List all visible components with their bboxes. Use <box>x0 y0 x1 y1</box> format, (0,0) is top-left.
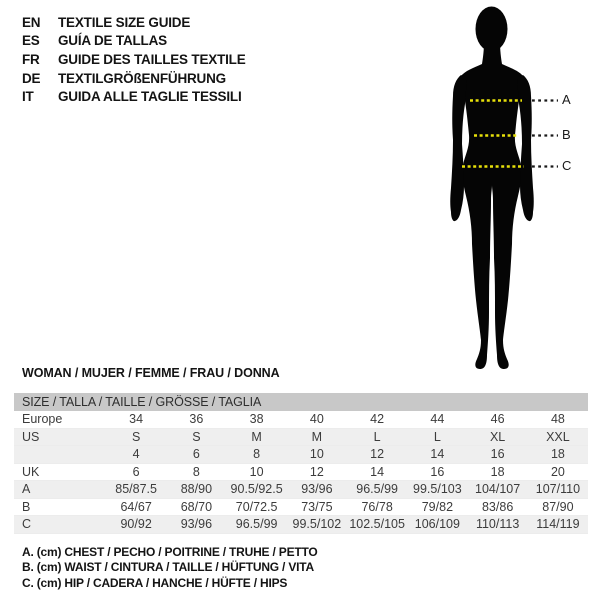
table-row <box>14 481 588 499</box>
size-cell: 10 <box>227 463 287 481</box>
size-cell: 18 <box>468 463 528 481</box>
marker-label-chest: A <box>562 92 571 107</box>
size-cell: 96.5/99 <box>347 481 407 499</box>
table-row <box>14 516 588 534</box>
size-cell: 99.5/102 <box>287 516 347 534</box>
size-cell: 20 <box>528 463 588 481</box>
marker-label-hip: C <box>562 158 572 173</box>
size-cell: S <box>166 428 226 446</box>
size-cell: S <box>106 428 166 446</box>
size-cell: 14 <box>407 446 467 464</box>
language-label: GUIDA ALLE TAGLIE TESSILI <box>58 89 242 105</box>
size-table-header-row <box>14 393 588 411</box>
size-cell: 110/113 <box>468 516 528 534</box>
silhouette-left-arm <box>450 75 467 221</box>
measurement-legend <box>22 545 318 591</box>
size-cell: XXL <box>528 428 588 446</box>
size-cell: 38 <box>227 411 287 428</box>
language-code: DE <box>22 70 41 86</box>
size-cell: L <box>347 428 407 446</box>
size-cell: M <box>287 428 347 446</box>
language-code: ES <box>22 33 40 49</box>
size-cell: 87/90 <box>528 498 588 516</box>
row-label: A <box>14 481 106 499</box>
table-row <box>14 446 588 464</box>
table-row <box>14 498 588 516</box>
size-cell: 16 <box>407 463 467 481</box>
size-cell: 99.5/103 <box>407 481 467 499</box>
legend-line: B. (cm) WAIST / CINTURA / TAILLE / HÜFTUNG / VITA <box>22 560 314 575</box>
language-label: TEXTILGRÖßENFÜHRUNG <box>58 70 226 86</box>
size-cell: 4 <box>106 446 166 464</box>
size-cell: 93/96 <box>166 516 226 534</box>
size-cell: 40 <box>287 411 347 428</box>
language-label: GUÍA DE TALLAS <box>58 33 167 49</box>
language-item <box>22 87 246 106</box>
size-cell: 85/87.5 <box>106 481 166 499</box>
size-cell: 83/86 <box>468 498 528 516</box>
size-cell: 106/109 <box>407 516 467 534</box>
row-label: Europe <box>14 411 106 428</box>
language-code: IT <box>22 89 34 105</box>
size-cell: 79/82 <box>407 498 467 516</box>
silhouette-body <box>460 42 523 369</box>
row-label: US <box>14 428 106 446</box>
size-cell: 96.5/99 <box>227 516 287 534</box>
size-cell: 34 <box>106 411 166 428</box>
language-label: GUIDE DES TAILLES TEXTILE <box>58 51 246 67</box>
row-label: B <box>14 498 106 516</box>
size-cell: 107/110 <box>528 481 588 499</box>
row-label: UK <box>14 463 106 481</box>
size-cell: 88/90 <box>166 481 226 499</box>
language-code: EN <box>22 14 41 30</box>
size-cell: 64/67 <box>106 498 166 516</box>
size-table-header: SIZE / TALLA / TAILLE / GRÖSSE / TAGLIA <box>14 393 588 411</box>
size-cell: L <box>407 428 467 446</box>
size-cell: 36 <box>166 411 226 428</box>
size-cell: 90.5/92.5 <box>227 481 287 499</box>
size-cell: 114/119 <box>528 516 588 534</box>
size-cell: 93/96 <box>287 481 347 499</box>
language-code: FR <box>22 51 40 67</box>
language-item <box>22 13 246 32</box>
row-label <box>14 446 106 464</box>
silhouette-svg <box>420 0 580 380</box>
size-cell: 6 <box>106 463 166 481</box>
size-cell: 6 <box>166 446 226 464</box>
size-cell: 68/70 <box>166 498 226 516</box>
size-cell: 16 <box>468 446 528 464</box>
size-cell: 70/72.5 <box>227 498 287 516</box>
size-cell: 14 <box>347 463 407 481</box>
size-cell: XL <box>468 428 528 446</box>
language-title-list <box>22 13 246 106</box>
language-item <box>22 32 246 51</box>
woman-silhouette-figure <box>420 0 600 380</box>
section-title: WOMAN / MUJER / FEMME / FRAU / DONNA <box>22 366 280 380</box>
language-item <box>22 50 246 69</box>
size-cell: 8 <box>166 463 226 481</box>
legend-line: C. (cm) HIP / CADERA / HANCHE / HÜFTE / HIPS <box>22 575 288 590</box>
language-label: TEXTILE SIZE GUIDE <box>58 14 191 30</box>
size-cell: 44 <box>407 411 467 428</box>
size-cell: 48 <box>528 411 588 428</box>
size-table <box>14 393 588 534</box>
marker-label-waist: B <box>562 127 571 142</box>
size-cell: 8 <box>227 446 287 464</box>
table-row <box>14 411 588 428</box>
size-cell: 18 <box>528 446 588 464</box>
size-cell: M <box>227 428 287 446</box>
size-cell: 90/92 <box>106 516 166 534</box>
size-cell: 42 <box>347 411 407 428</box>
table-row <box>14 463 588 481</box>
size-cell: 12 <box>287 463 347 481</box>
row-label: C <box>14 516 106 534</box>
size-cell: 46 <box>468 411 528 428</box>
language-item <box>22 69 246 88</box>
silhouette-right-arm <box>517 75 534 221</box>
size-cell: 76/78 <box>347 498 407 516</box>
table-row <box>14 428 588 446</box>
size-cell: 10 <box>287 446 347 464</box>
size-cell: 104/107 <box>468 481 528 499</box>
legend-line: A. (cm) CHEST / PECHO / POITRINE / TRUHE / PETTO <box>22 545 318 559</box>
size-cell: 12 <box>347 446 407 464</box>
size-cell: 73/75 <box>287 498 347 516</box>
size-cell: 102.5/105 <box>347 516 407 534</box>
